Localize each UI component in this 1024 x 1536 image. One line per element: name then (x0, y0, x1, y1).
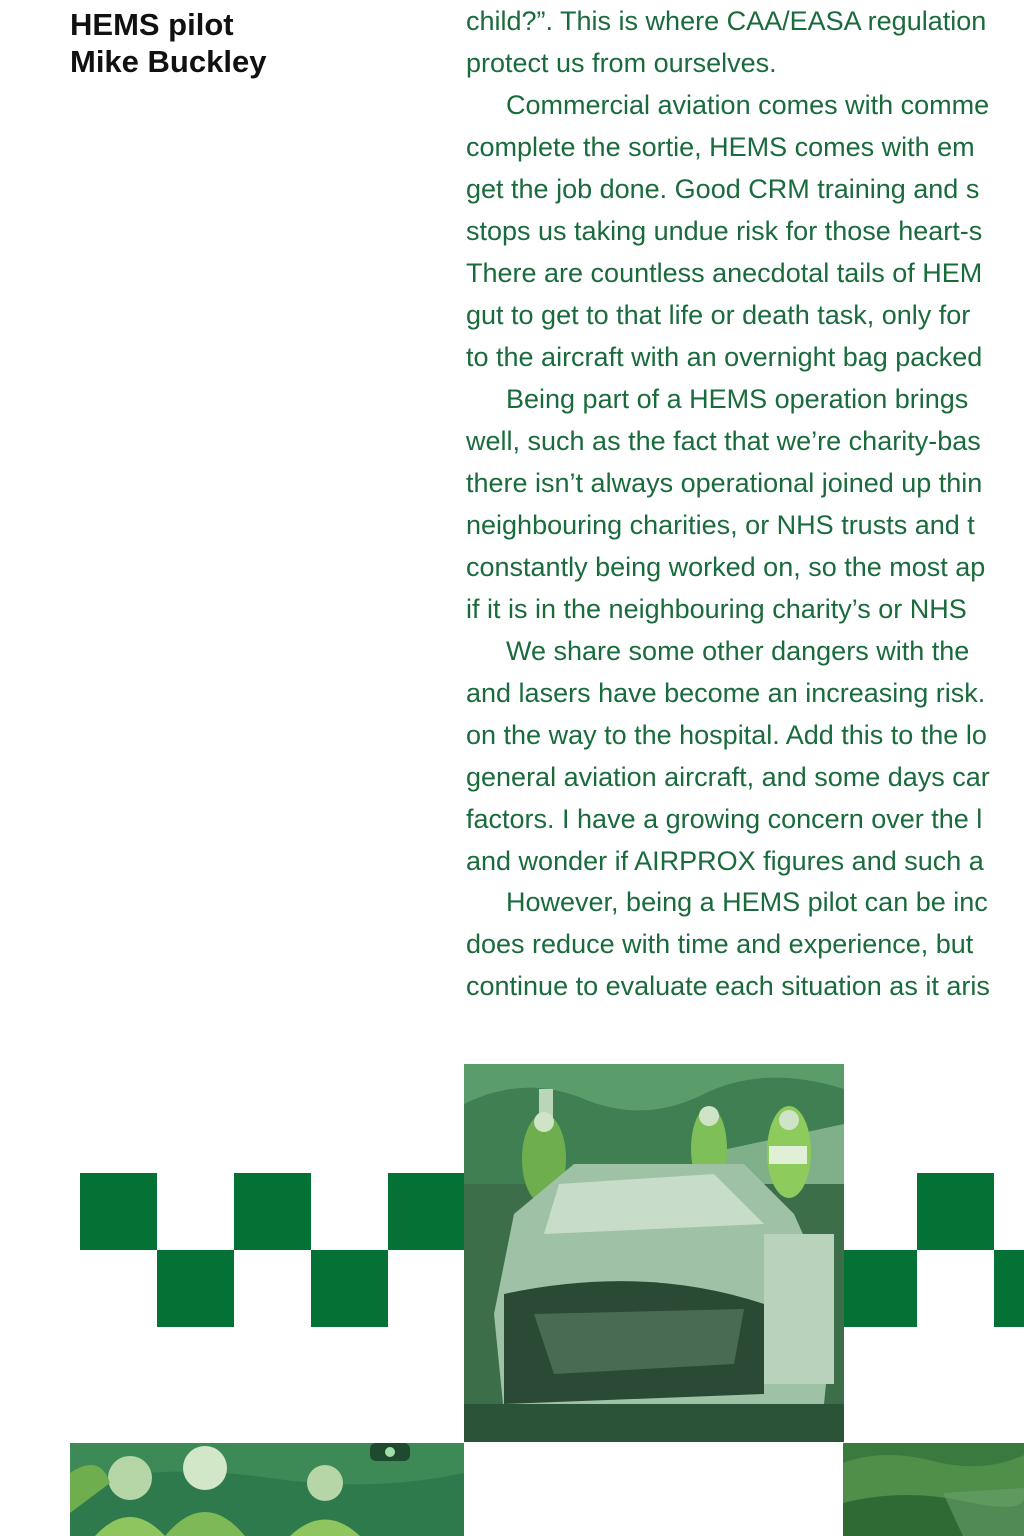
grass-verge-illustration (843, 1443, 1024, 1536)
byline-name: Mike Buckley (70, 44, 267, 79)
author-byline (70, 6, 266, 80)
checker-square (994, 1250, 1024, 1327)
text-line: constantly being worked on, so the most ap (466, 552, 986, 582)
checker-square (157, 1250, 234, 1327)
text-line: get the job done. Good CRM training and s (466, 174, 980, 204)
paragraph-first-line: Being part of a HEMS operation brings (506, 384, 969, 414)
text-line: continue to evaluate each situation as it aris (466, 971, 990, 1001)
text-line: complete the sortie, HEMS comes with em (466, 132, 975, 162)
paragraph-first-line: However, being a HEMS pilot can be inc (506, 887, 988, 917)
text-line: child?”. This is where CAA/EASA regulation (466, 6, 987, 36)
text-line: to the aircraft with an overnight bag packed (466, 342, 983, 372)
text-line: and lasers have become an increasing risk. (466, 678, 986, 708)
crash-scene-photo (464, 1064, 844, 1442)
crash-scene-illustration (464, 1064, 844, 1442)
paragraph-first-line: We share some other dangers with the (506, 636, 970, 666)
text-line: neighbouring charities, or NHS trusts and t (466, 510, 975, 540)
checker-square (234, 1173, 311, 1250)
text-line: and wonder if AIRPROX figures and such a (466, 846, 984, 876)
paramedic-crew-photo (70, 1443, 464, 1536)
text-line: does reduce with time and experience, but (466, 929, 974, 959)
checker-square (917, 1173, 994, 1250)
checker-square (80, 1173, 157, 1250)
text-line: There are countless anecdotal tails of HEM (466, 258, 983, 288)
article-body (466, 0, 1024, 1010)
text-line: if it is in the neighbouring charity’s or NHS (466, 594, 967, 624)
text-line: on the way to the hospital. Add this to the lo (466, 720, 987, 750)
checker-square (311, 1250, 388, 1327)
paragraph-first-line: Commercial aviation comes with comme (506, 90, 990, 120)
text-line: there isn’t always operational joined up thin (466, 468, 983, 498)
text-line: gut to get to that life or death task, only for (466, 300, 971, 330)
text-line: stops us taking undue risk for those heart-s (466, 216, 983, 246)
text-line: factors. I have a growing concern over the l (466, 804, 983, 834)
grass-verge-photo (843, 1443, 1024, 1536)
checker-square (388, 1173, 465, 1250)
text-line: general aviation aircraft, and some days car (466, 762, 990, 792)
text-line: well, such as the fact that we’re charity-bas (466, 426, 981, 456)
text-line: protect us from ourselves. (466, 48, 777, 78)
paramedic-crew-illustration (70, 1443, 464, 1536)
checker-square (843, 1250, 917, 1327)
byline-role: HEMS pilot (70, 7, 234, 42)
